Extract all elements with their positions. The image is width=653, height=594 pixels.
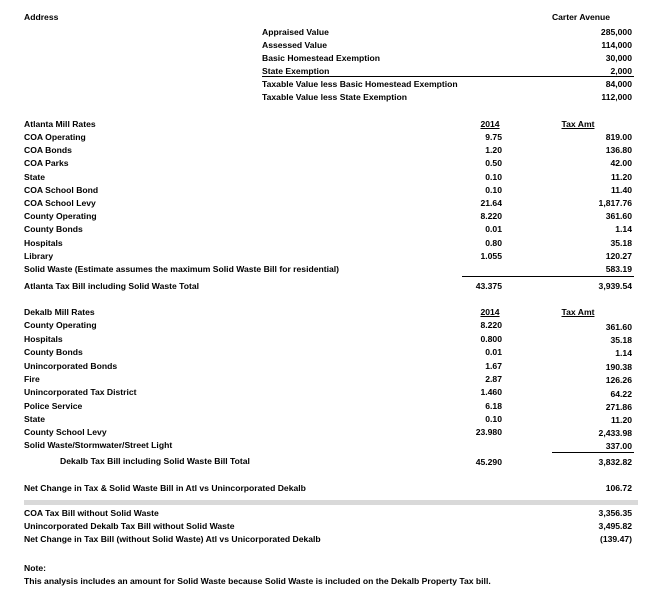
atlanta-row-rate: 9.75: [485, 132, 502, 142]
dekalb-amt-header: Tax Amt: [561, 307, 595, 317]
atlanta-row-amt: 11.40: [610, 185, 632, 195]
address-label: Address: [24, 12, 59, 22]
summary-value: 3,495.82: [598, 521, 632, 531]
dekalb-row-label: State: [24, 414, 46, 424]
property-label: State Exemption: [262, 66, 330, 76]
atlanta-row-label: COA Operating: [24, 132, 86, 142]
section-separator: [24, 500, 638, 505]
net-change-label: Net Change in Tax & Solid Waste Bill in Atl vs Unincorporated Dekalb: [24, 483, 306, 493]
atlanta-total-amt: 3,939.54: [598, 281, 632, 291]
dekalb-row-label: Solid Waste/Stormwater/Street Light: [24, 440, 173, 450]
dekalb-row-amt: 11.20: [610, 415, 632, 425]
atlanta-row-amt: 136.80: [605, 145, 632, 155]
dekalb-row-rate: 6.18: [485, 401, 502, 411]
dekalb-row-amt: 271.86: [605, 402, 632, 412]
dekalb-row-rate: 2.87: [485, 374, 502, 384]
atlanta-row-amt: 120.27: [605, 251, 632, 261]
property-label: Assessed Value: [262, 40, 327, 50]
dekalb-total-amt: 3,832.82: [598, 457, 632, 467]
net-change-value: 106.72: [605, 483, 632, 493]
dekalb-row-label: County School Levy: [24, 427, 107, 437]
total-divider: [462, 276, 634, 277]
dekalb-total-label: Dekalb Tax Bill including Solid Waste Bill Total: [60, 456, 250, 466]
property-value: 30,000: [605, 53, 632, 63]
atlanta-row-label: Hospitals: [24, 238, 63, 248]
atlanta-row-rate: 0.80: [485, 238, 502, 248]
atlanta-row-rate: 1.20: [485, 145, 502, 155]
property-value: 285,000: [600, 27, 632, 37]
atlanta-row-label: County Operating: [24, 211, 97, 221]
dekalb-row-amt: 64.22: [610, 389, 632, 399]
dekalb-row-rate: 0.01: [485, 347, 502, 357]
atlanta-row-rate: 21.64: [480, 198, 502, 208]
dekalb-row-rate: 8.220: [480, 320, 502, 330]
property-value: 2,000: [610, 66, 632, 76]
property-label: Taxable Value less State Exemption: [262, 92, 408, 102]
dekalb-row-amt: 337.00: [605, 441, 632, 451]
atlanta-row-label: COA School Levy: [24, 198, 96, 208]
atlanta-row-rate: 1.055: [480, 251, 502, 261]
atlanta-row-amt: 1.14: [615, 224, 632, 234]
property-value: 84,000: [605, 79, 632, 89]
atlanta-row-amt: 35.18: [610, 238, 632, 248]
dekalb-row-rate: 1.460: [480, 387, 502, 397]
property-value: 114,000: [601, 40, 632, 50]
atlanta-row-amt: 361.60: [605, 211, 632, 221]
atlanta-row-label: Solid Waste (Estimate assumes the maximum Solid Waste Bill for residential): [24, 264, 340, 274]
property-value: 112,000: [601, 92, 632, 102]
dekalb-row-amt: 190.38: [605, 362, 632, 372]
atlanta-row-rate: 8.220: [480, 211, 502, 221]
dekalb-row-amt: 1.14: [615, 348, 632, 358]
atlanta-row-rate: 0.10: [485, 172, 502, 182]
dekalb-row-label: Unincorporated Bonds: [24, 361, 118, 371]
atlanta-row-label: Library: [24, 251, 54, 261]
dekalb-row-label: County Bonds: [24, 347, 83, 357]
property-name: Carter Avenue: [551, 12, 611, 22]
dekalb-total-rate: 45.290: [475, 457, 502, 467]
summary-label: Unincorporated Dekalb Tax Bill without Solid Waste: [24, 521, 235, 531]
atlanta-total-rate: 43.375: [475, 281, 502, 291]
dekalb-title: Dekalb Mill Rates: [24, 307, 95, 317]
note-text: This analysis includes an amount for Solid Waste because Solid Waste is included on the Dekalb Property Tax bill.: [24, 576, 491, 586]
atlanta-row-amt: 1,817.76: [598, 198, 632, 208]
atlanta-row-rate: 0.50: [485, 158, 502, 168]
atlanta-total-label: Atlanta Tax Bill including Solid Waste Total: [24, 281, 200, 291]
summary-label: COA Tax Bill without Solid Waste: [24, 508, 159, 518]
dekalb-row-amt: 126.26: [605, 375, 632, 385]
property-label: Basic Homestead Exemption: [262, 53, 380, 63]
dekalb-row-rate: 0.800: [480, 334, 502, 344]
atlanta-row-label: COA Bonds: [24, 145, 72, 155]
atlanta-row-label: COA School Bond: [24, 185, 99, 195]
summary-label: Net Change in Tax Bill (without Solid Waste) Atl vs Unicorporated Dekalb: [24, 534, 321, 544]
dekalb-row-label: Police Service: [24, 401, 83, 411]
property-label: Appraised Value: [262, 27, 329, 37]
atlanta-row-amt: 11.20: [610, 172, 632, 182]
atlanta-row-amt: 819.00: [605, 132, 632, 142]
dekalb-row-rate: 0.10: [485, 414, 502, 424]
atlanta-year-header: 2014: [480, 119, 500, 129]
atlanta-title: Atlanta Mill Rates: [24, 119, 96, 129]
property-label: Taxable Value less Basic Homestead Exemption: [262, 79, 458, 89]
total-divider: [552, 452, 634, 453]
dekalb-row-amt: 361.60: [605, 322, 632, 332]
divider: [262, 76, 634, 77]
atlanta-row-rate: 0.01: [485, 224, 502, 234]
dekalb-row-rate: 1.67: [485, 361, 502, 371]
dekalb-row-amt: 2,433.98: [598, 428, 632, 438]
dekalb-row-label: Fire: [24, 374, 40, 384]
dekalb-row-rate: 23.980: [475, 427, 502, 437]
atlanta-row-label: COA Parks: [24, 158, 69, 168]
dekalb-row-label: Hospitals: [24, 334, 63, 344]
atlanta-row-rate: 0.10: [485, 185, 502, 195]
dekalb-year-header: 2014: [480, 307, 500, 317]
atlanta-row-label: County Bonds: [24, 224, 83, 234]
dekalb-row-amt: 35.18: [610, 335, 632, 345]
dekalb-row-label: County Operating: [24, 320, 97, 330]
dekalb-row-label: Unincorporated Tax District: [24, 387, 137, 397]
note-title: Note:: [24, 563, 46, 573]
atlanta-row-amt: 583.19: [605, 264, 632, 274]
summary-value: (139.47): [599, 534, 632, 544]
atlanta-row-amt: 42.00: [610, 158, 632, 168]
atlanta-row-label: State: [24, 172, 46, 182]
summary-value: 3,356.35: [598, 508, 632, 518]
atlanta-amt-header: Tax Amt: [561, 119, 595, 129]
